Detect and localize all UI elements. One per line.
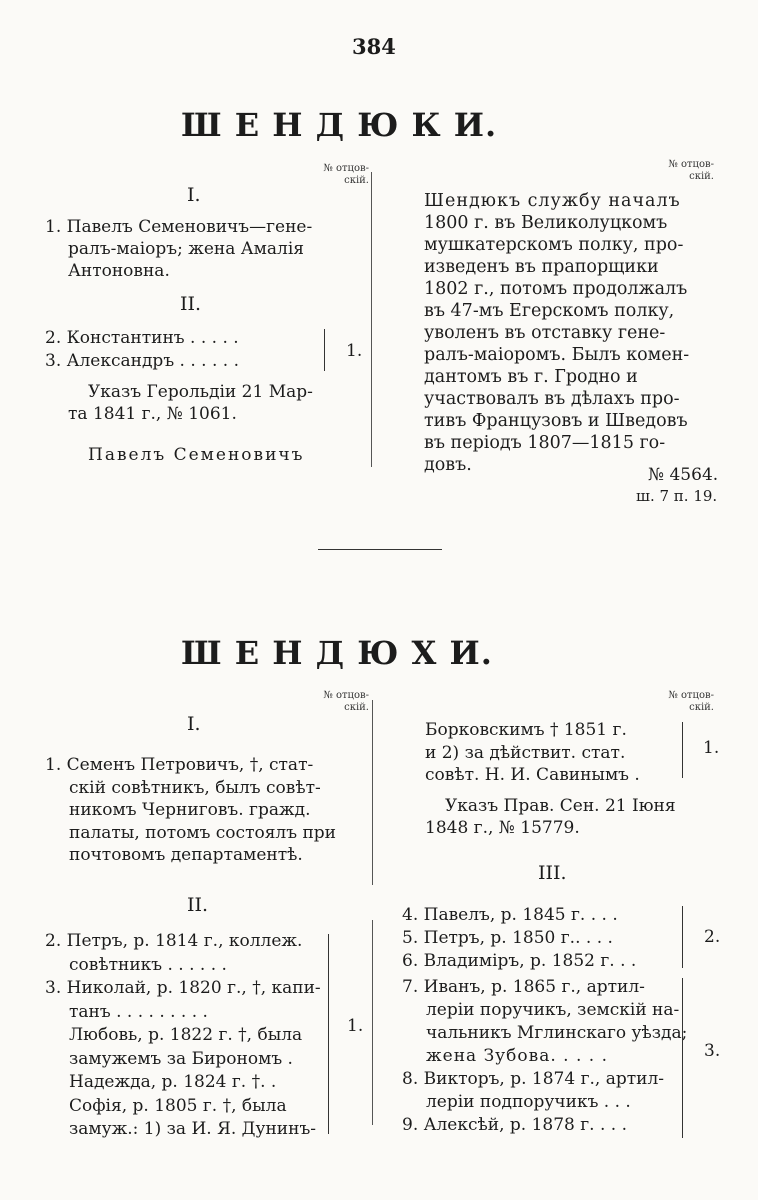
entry-line: ралъ-маіоръ; жена Амалія: [68, 239, 304, 259]
decree-line: та 1841 г., № 1061.: [68, 404, 237, 424]
father-column-header: № отцов- скій.: [323, 690, 369, 713]
father-number: 3.: [704, 1041, 721, 1061]
generation-heading: III.: [538, 862, 567, 884]
brace: [682, 906, 683, 968]
column-divider: [372, 920, 373, 1125]
entry-line: Антоновна.: [68, 261, 170, 281]
generation-heading: II.: [187, 894, 209, 916]
father-column-header: № отцов- скій.: [668, 690, 714, 713]
father-column-header: № отцов- скій.: [668, 159, 714, 182]
person-name: Павелъ Семеновичъ: [88, 445, 305, 465]
father-number: 1.: [703, 738, 720, 758]
reference-location: ш. 7 п. 19.: [636, 487, 718, 505]
entry-group: 2. Петръ, р. 1814 г., коллеж. совѣтникъ . . . . . . 3. Николай, р. 1820 г., †, капи- танъ . . . . . . . . . Любовь, р. 1822 г. †, была замужемъ за Бирономъ . Надежда, р. 1824 г. †. . Софія, р. 1805 г. †, была замуж.: 1) за И. Я. Дунинъ-: [45, 931, 321, 1139]
brace: [682, 722, 683, 778]
column-divider: [371, 172, 372, 467]
generation-heading: I.: [187, 184, 201, 206]
family-title: Ш Е Н Д Ю К И.: [181, 106, 498, 144]
entry-group: 7. Иванъ, р. 1865 г., артил- леріи поручикъ, земскій на- чальникъ Мглинскаго уѣзда; жена Зубова. . . . . 8. Викторъ, р. 1874 г., артил- леріи подпоручикъ . . . 9. Алексѣй, р. 1878 г. . . .: [402, 977, 688, 1135]
decree: Указъ Прав. Сен. 21 Іюня: [445, 796, 676, 816]
family-title: Ш Е Н Д Ю Х И.: [181, 634, 493, 672]
generation-heading: II.: [180, 293, 202, 315]
biography: Шендюкъ службу началъ 1800 г. въ Великолуцкомъ мушкатерскомъ полку, про- изведенъ въ прапорщики 1802 г., потомъ продолжалъ въ 47-мъ Егерскомъ полку, уволенъ въ отставку гене- ралъ-маіоромъ. Былъ комен- дантомъ въ г. Гродно и участвовалъ въ дѣлахъ про- тивъ Французовъ и Шведовъ въ періодъ 1807—1815 го- довъ.: [424, 191, 690, 475]
father-number: 1.: [347, 1016, 364, 1036]
generation-heading: I.: [187, 713, 201, 735]
reference-number: № 4564.: [648, 465, 719, 485]
father-number: 1.: [346, 341, 363, 361]
entry: 1. Семенъ Петровичъ, †, стат- скій совѣтникъ, былъ совѣт- никомъ Черниговъ. гражд. палаты, потомъ состоялъ при почтовомъ департаментѣ.: [45, 755, 336, 865]
entry: 3. Александръ . . . . . .: [45, 351, 239, 371]
entry-continuation: Борковскимъ † 1851 г. и 2) за дѣйствит. стат. совѣт. Н. И. Савинымъ .: [425, 720, 640, 785]
entry: 2. Константинъ . . . . .: [45, 328, 239, 348]
brace: [682, 978, 683, 1138]
page-number: 384: [352, 34, 396, 59]
decree-line: 1848 г., № 15779.: [425, 818, 580, 838]
brace: [324, 329, 325, 371]
father-number: 2.: [704, 927, 721, 947]
section-separator: [318, 549, 442, 550]
father-column-header: № отцов- скій.: [323, 163, 369, 186]
column-divider: [372, 700, 373, 885]
decree: Указъ Герольдіи 21 Мар-: [88, 382, 313, 402]
entry-group: 4. Павелъ, р. 1845 г. . . . 5. Петръ, р. 1850 г.. . . . 6. Владиміръ, р. 1852 г. . .: [402, 905, 637, 971]
brace: [328, 934, 329, 1134]
entry: 1. Павелъ Семеновичъ—гене-: [45, 217, 313, 237]
